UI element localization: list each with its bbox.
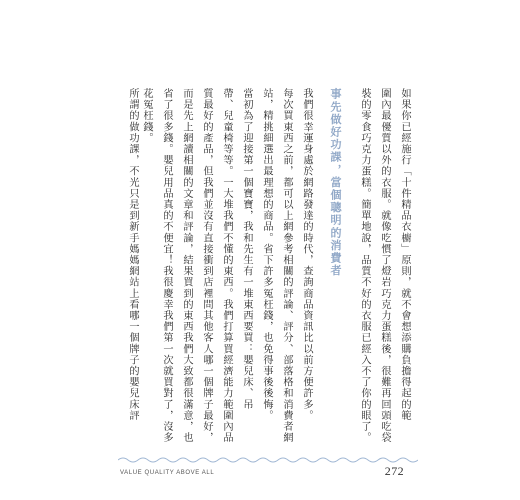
body-column: 質最好的產品，但我們並沒有直接衝到店裡問其他客人哪一個牌子最好， — [201, 88, 212, 444]
decorative-wave-divider — [118, 456, 418, 464]
section-heading: 事先做好功課，當個聰明的消費者 — [329, 88, 342, 277]
body-column: 裝的零食巧克力蛋糕。簡單地說，品質不好的衣服已經入不了你的眼了。 — [359, 88, 370, 444]
page-number: 272 — [384, 464, 404, 478]
body-column: 花冤枉錢。 — [141, 88, 152, 144]
body-column: 圍內最優質以外的衣服。就像吃慣了燈岩巧克力蛋糕後，很難再回頭吃袋 — [379, 88, 390, 444]
body-column: 而是先上網讀相關的文章和評論，結果買到的東西我們大致都很滿意，也 — [181, 88, 192, 444]
body-column: 站，精挑細選出最理想的商品。省下許多冤枉錢，也免得事後後悔。 — [261, 88, 272, 421]
body-column: 當初為了迎接第一個寶寶，我和先生有一堆東西要買：嬰兒床、吊 — [241, 88, 252, 410]
vertical-text-block — [127, 88, 410, 444]
body-column: 每次買東西之前，都可以上網參考相關的評論、評分、部落格和消費者網 — [281, 88, 292, 444]
running-head: VALUE QUALITY ABOVE ALL — [120, 470, 215, 476]
body-column: 所謂的做功課，不光只是到新手媽媽網站上看哪一個牌子的嬰兒床評 — [127, 88, 138, 421]
body-column: 如果你已經施行「十件精品衣櫥」原則，就不會想添購負擔得起的範 — [399, 88, 410, 421]
body-column: 省了很多錢。嬰兒用品真的不便宜！我很慶幸我們第一次就買對了，沒多 — [161, 88, 172, 444]
body-column: 帶、兒童椅等等。一大堆我們不懂的東西。我們打算買經濟能力範圍內品 — [221, 88, 232, 444]
body-column: 我們很幸運身處於網路發達的時代，查詢商品資訊比以前方便許多。 — [301, 88, 312, 421]
